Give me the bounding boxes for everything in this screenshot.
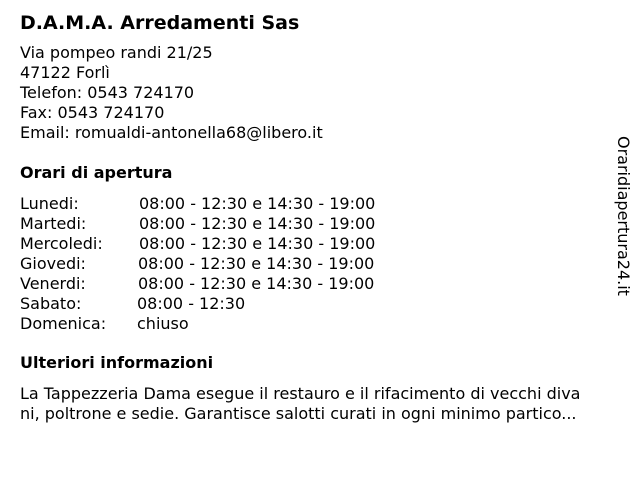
time-range: 08:00 - 12:30 e 14:30 - 19:00	[139, 234, 376, 253]
phone-number[interactable]: Telefon: 0543 724170	[20, 83, 195, 102]
opening-hours-heading: Orari di apertura	[20, 163, 173, 182]
day-label: Domenica:	[20, 314, 107, 333]
time-range: 08:00 - 12:30 e 14:30 - 19:00	[138, 274, 375, 293]
day-label: Giovedi:	[20, 254, 86, 273]
time-range: 08:00 - 12:30	[137, 294, 246, 313]
hours-row-tuesday	[20, 214, 620, 234]
day-label: Venerdi:	[20, 274, 86, 293]
time-range: chiuso	[137, 314, 189, 333]
day-label: Lunedi:	[20, 194, 79, 213]
hours-row-wednesday	[20, 234, 620, 254]
site-watermark: Oraridiapertura24.it	[614, 136, 633, 296]
further-info-heading: Ulteriori informazioni	[20, 353, 214, 372]
day-label: Sabato:	[20, 294, 82, 313]
description-line: La Tappezzeria Dama esegue il restauro e il rifacimento di vecchi diva	[20, 384, 581, 403]
hours-row-thursday	[20, 254, 620, 274]
business-description	[20, 384, 632, 424]
time-range: 08:00 - 12:30 e 14:30 - 19:00	[139, 214, 376, 233]
contact-block	[20, 43, 323, 143]
street-address: Via pompeo randi 21/25	[20, 43, 213, 62]
hours-row-sunday	[20, 314, 620, 334]
postal-city: 47122 Forlì	[20, 63, 110, 82]
hours-row-monday	[20, 194, 620, 214]
business-name: D.A.M.A. Arredamenti Sas	[20, 12, 300, 34]
description-line: ni, poltrone e sedie. Garantisce salotti curati in ogni minimo partico...	[20, 404, 577, 423]
time-range: 08:00 - 12:30 e 14:30 - 19:00	[138, 254, 375, 273]
hours-row-friday	[20, 274, 620, 294]
time-range: 08:00 - 12:30 e 14:30 - 19:00	[139, 194, 376, 213]
opening-hours-table	[20, 194, 620, 334]
day-label: Mercoledi:	[20, 234, 103, 253]
hours-row-saturday	[20, 294, 620, 314]
email-address[interactable]: Email: romualdi-antonella68@libero.it	[20, 123, 323, 142]
day-label: Martedi:	[20, 214, 87, 233]
fax-number: Fax: 0543 724170	[20, 103, 165, 122]
